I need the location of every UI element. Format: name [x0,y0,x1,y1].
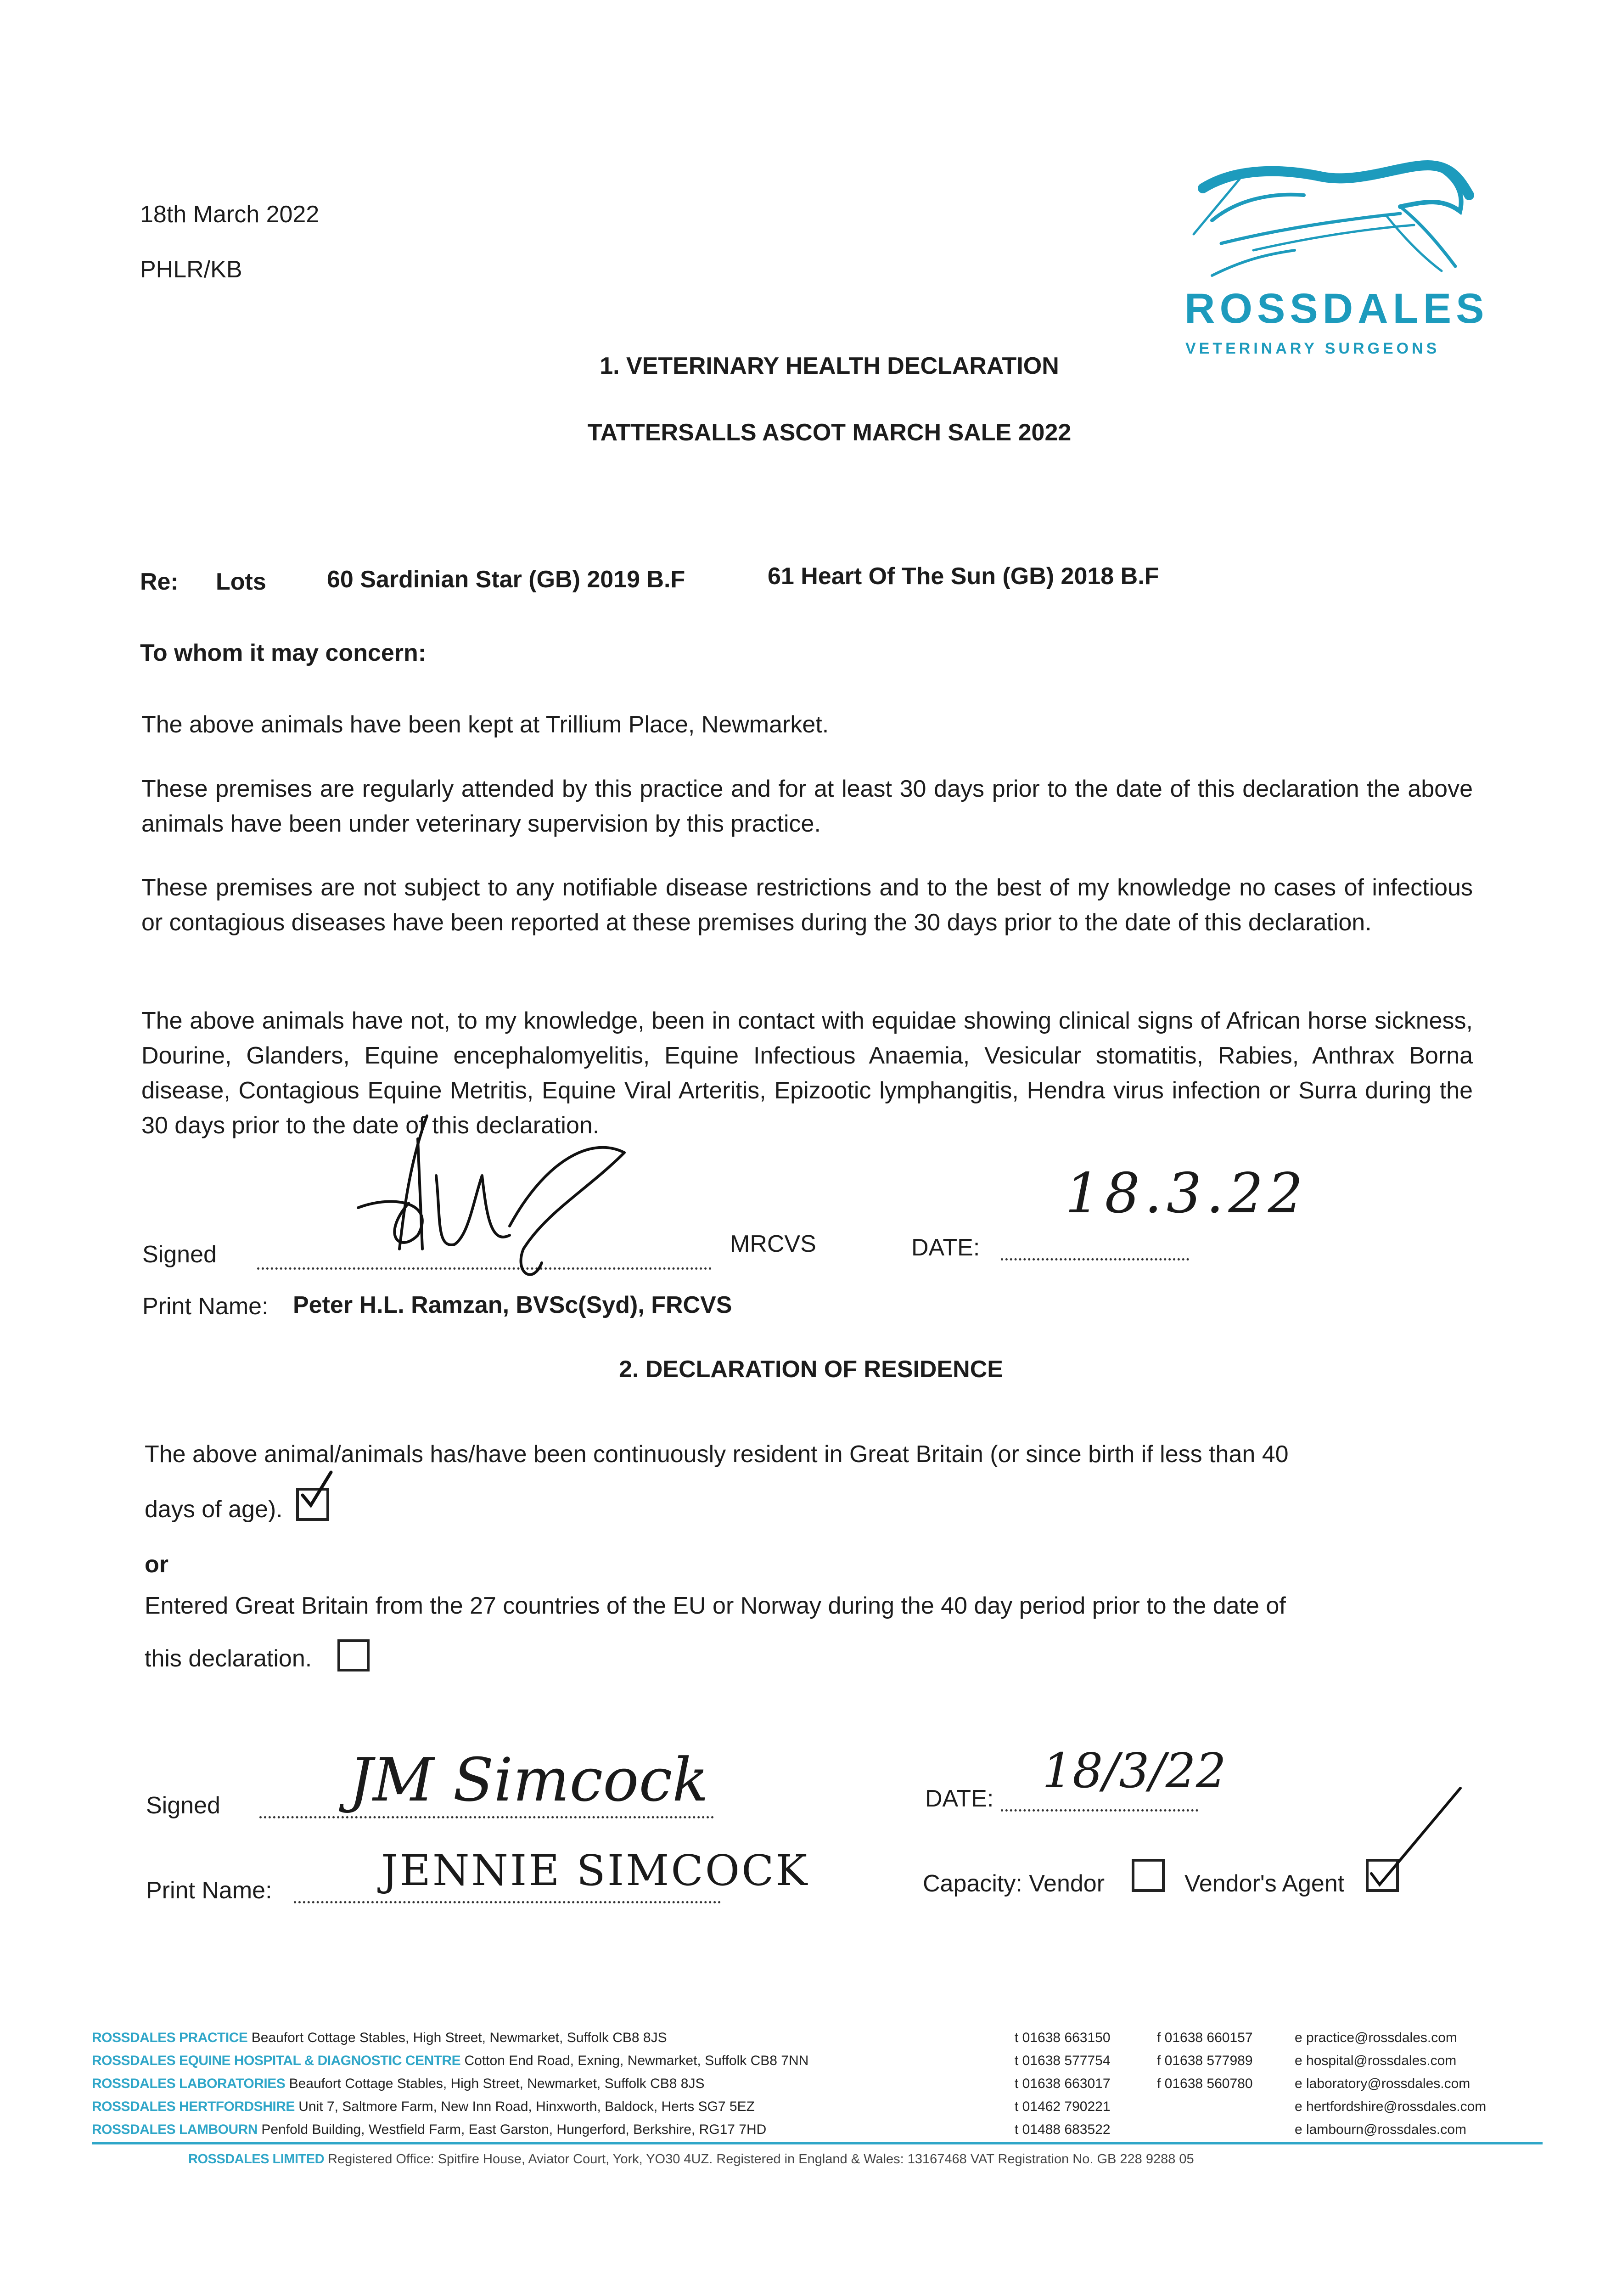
signature-line-2 [259,1816,714,1818]
print-name-label-1: Print Name: [142,1293,269,1320]
footer-fax: f 01638 560780 [1157,2076,1253,2091]
footer-email[interactable]: e hospital@rossdales.com [1295,2053,1457,2068]
or-label: or [145,1551,168,1578]
footer-org: ROSSDALES PRACTICE [92,2030,248,2045]
footer-email[interactable]: e hertfordshire@rossdales.com [1295,2099,1487,2114]
checkbox-vendor[interactable] [1132,1859,1165,1892]
print-name-line-2 [294,1901,721,1903]
print-name-label-2: Print Name: [146,1877,272,1904]
footer-row-hospital [92,2052,808,2070]
footer-phone: t 01638 663017 [1015,2076,1111,2091]
date-line-1 [1001,1258,1189,1261]
vendors-agent-label: Vendor's Agent [1184,1870,1345,1897]
footer-phone: t 01462 790221 [1015,2099,1111,2114]
mrcvs-label: MRCVS [730,1231,816,1257]
footer-phone: t 01488 683522 [1015,2122,1111,2137]
lot-61: 61 Heart Of The Sun (GB) 2018 B.F [768,563,1159,590]
signed-label-1: Signed [142,1241,217,1268]
letter-date: 18th March 2022 [140,201,320,228]
checkbox-vendors-agent[interactable] [1366,1859,1399,1892]
footer-address: Cotton End Road, Exning, Newmarket, Suffolk CB8 7NN [464,2053,809,2068]
date-handwritten-1: 18.3.22 [1065,1162,1308,1226]
footer-registered [188,2150,1194,2168]
footer-rule [92,2142,1543,2144]
re-label: Re: [140,568,179,595]
check-mark-icon [299,1481,326,1509]
footer-phone: t 01638 577754 [1015,2053,1111,2068]
footer-row-practice [92,2029,667,2047]
footer-org: ROSSDALES LAMBOURN [92,2122,258,2137]
paragraph-supervision: These premises are regularly attended by this practice and for at least 30 days prior to the date of this declaration the above animals have been under veterinary supervision by this practice. [141,776,1473,837]
footer-org: ROSSDALES LABORATORIES [92,2076,286,2091]
footer-row-lambourn [92,2121,766,2139]
footer-address: Beaufort Cottage Stables, High Street, Newmarket, Suffolk CB8 8JS [251,2030,667,2045]
lots-label: Lots [216,568,266,595]
footer-row-hertfordshire [92,2098,755,2116]
signature-simcock: JM Simcock [349,1745,709,1815]
signature-ramzan [331,1097,679,1290]
residence-option1-line2: days of age). [145,1496,283,1523]
footer-address: Beaufort Cottage Stables, High Street, Newmarket, Suffolk CB8 8JS [289,2076,705,2091]
footer-registered-org: ROSSDALES LIMITED [188,2152,325,2167]
paragraph-premises: The above animals have been kept at Trillium Place, Newmarket. [141,711,829,738]
residence-option2-line2: this declaration. [145,1645,312,1672]
capacity-vendor-label: Capacity: Vendor [923,1870,1105,1897]
logo-tagline: VETERINARY SURGEONS [1185,340,1440,357]
checkbox-resident[interactable] [296,1488,329,1521]
footer-fax: f 01638 660157 [1157,2030,1253,2045]
footer-row-laboratories [92,2075,705,2093]
reference-code: PHLR/KB [140,256,242,283]
print-name-handwritten-2: JENNIE SIMCOCK [381,1846,809,1895]
horse-logo-icon [1184,152,1487,289]
date-handwritten-2: 18/3/22 [1042,1743,1226,1799]
footer-email[interactable]: e laboratory@rossdales.com [1295,2076,1470,2091]
footer-registered-text: Registered Office: Spitfire House, Aviator Court, York, YO30 4UZ. Registered in England & Wales: 13167468 VAT Registration No. GB 228 9288 05 [328,2152,1194,2167]
logo-wordmark: ROSSDALES [1184,285,1489,332]
section1-subtitle: TATTERSALLS ASCOT MARCH SALE 2022 [587,419,1072,446]
footer-org: ROSSDALES HERTFORDSHIRE [92,2099,295,2114]
lot-60: 60 Sardinian Star (GB) 2019 B.F [327,566,685,593]
rossdales-logo [1184,152,1487,367]
footer-fax: f 01638 577989 [1157,2053,1253,2068]
footer-email[interactable]: e lambourn@rossdales.com [1295,2122,1466,2137]
section2-title: 2. DECLARATION OF RESIDENCE [619,1356,1003,1383]
footer-phone: t 01638 663150 [1015,2030,1111,2045]
footer-address: Unit 7, Saltmore Farm, New Inn Road, Hinxworth, Baldock, Herts SG7 5EZ [298,2099,755,2114]
check-mark-icon [1369,1862,1396,1889]
date-label-1: DATE: [911,1234,980,1261]
date-label-2: DATE: [925,1785,994,1812]
salutation: To whom it may concern: [140,640,427,666]
paragraph-restrictions: These premises are not subject to any notifiable disease restrictions and to the best of my knowledge no cases of infectious or contagious diseases have been reported at these premises during the 30 days prior to the date of this declaration. [141,874,1473,936]
footer-address: Penfold Building, Westfield Farm, East Garston, Hungerford, Berkshire, RG17 7HD [261,2122,767,2137]
checkbox-entered[interactable] [337,1639,370,1671]
footer-email[interactable]: e practice@rossdales.com [1295,2030,1457,2045]
residence-option1-line1: The above animal/animals has/have been continuously resident in Great Britain (or since birth if less than 40 [145,1441,1289,1468]
signed-label-2: Signed [146,1792,220,1819]
section1-title: 1. VETERINARY HEALTH DECLARATION [600,353,1059,379]
date-line-2 [1001,1809,1198,1812]
residence-option2-line1: Entered Great Britain from the 27 countries of the EU or Norway during the 40 day period prior to the date of [145,1593,1286,1619]
paragraph-contact: The above animals have not, to my knowledge, been in contact with equidae showing clinical signs of African horse sickness, Dourine, Glanders, Equine encephalomyelitis, Equine Infectious Anaemia, Vesicular stomatitis, Rabies, Anthrax Borna disease, Contagious Equine Metritis, Equine Viral Arteritis, Epizootic lymphangitis, Hendra virus infection or Surra during the 30 days prior to the date of this declaration. [141,1007,1473,1139]
footer-org: ROSSDALES EQUINE HOSPITAL & DIAGNOSTIC CENTRE [92,2053,461,2068]
print-name-1: Peter H.L. Ramzan, BVSc(Syd), FRCVS [293,1292,732,1318]
